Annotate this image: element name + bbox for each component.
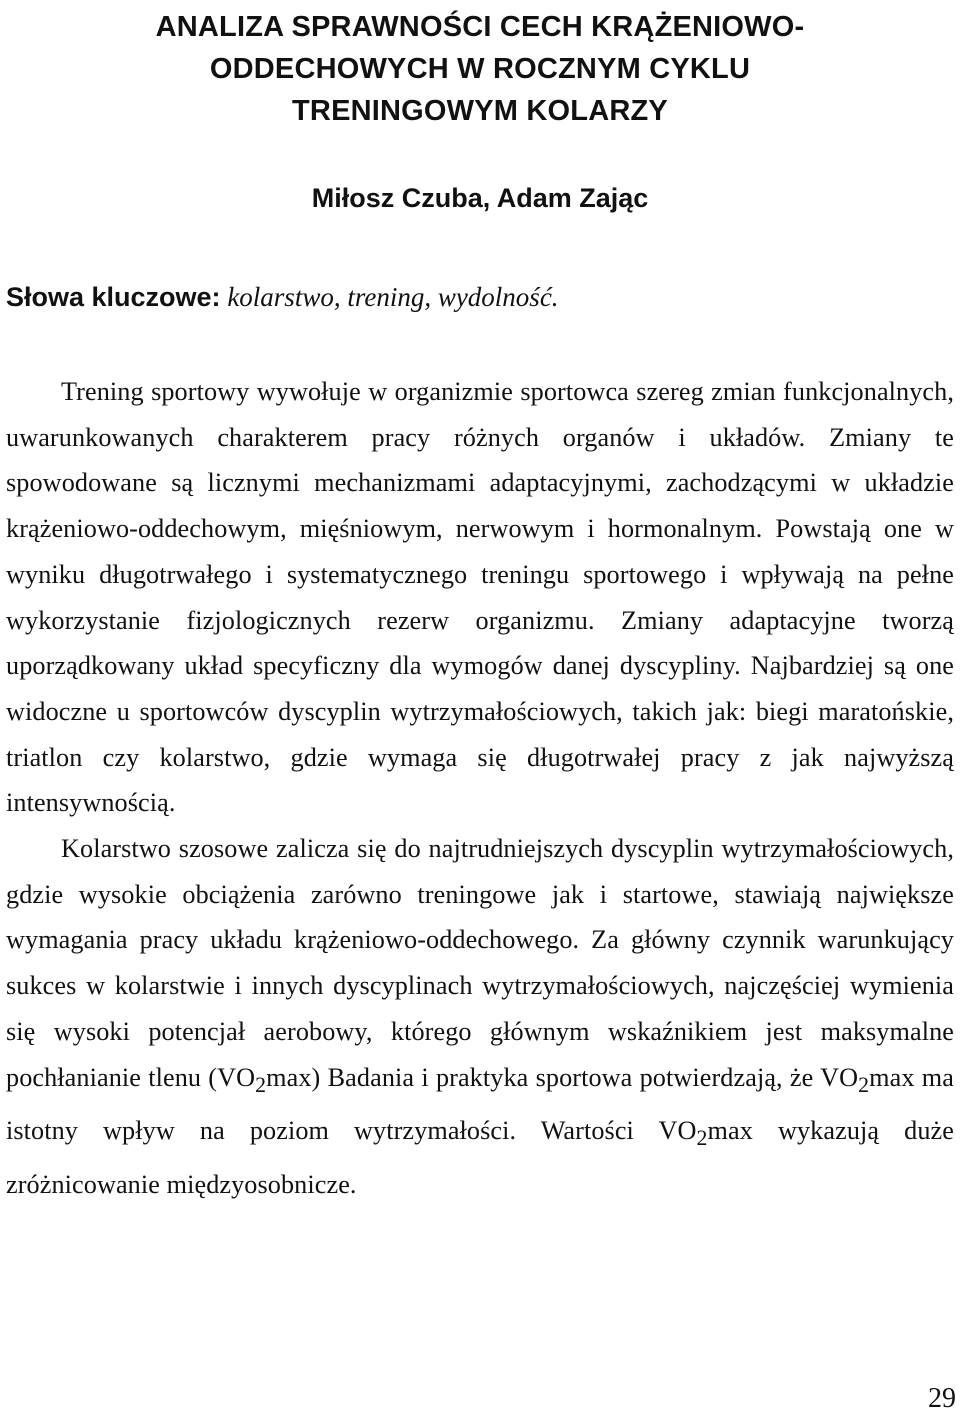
keywords: [6, 279, 954, 315]
paragraph-2-text-4: max wykazują duże zróżnicowanie międzyosobnicze.: [6, 1116, 954, 1200]
vo2-subscript-1: 2: [255, 1072, 267, 1097]
paragraph-2-text-3: max ma istotny wpływ na poziom wytrzymałości. Wartości VO: [6, 1062, 954, 1146]
document-page: [6, 0, 954, 1208]
paragraph-2-text-1: Kolarstwo szosowe zalicza się do najtrudniejszych dyscyplin wytrzymałościowych, gdzie wysokie obciążenia zarówno treningowe jak i startowe, stawiają największe wymagania pracy układu krążeniowo-oddechowego. Za główny czynnik warunkujący sukces w kolarstwie i innych dyscyplinach wytrzymałościowych, najczęściej wymienia się wysoki potencjał aerobowy, którego głównym wskaźnikiem jest maksymalne pochłanianie tlenu (VO: [6, 834, 954, 1092]
article-title: [6, 6, 954, 132]
vo2-subscript-2: 2: [858, 1072, 870, 1097]
title-line-3: TRENINGOWYM KOLARZY: [292, 95, 668, 127]
keywords-label: Słowa kluczowe:: [6, 282, 221, 312]
vo2-subscript-3: 2: [696, 1126, 708, 1151]
article-body: [6, 369, 954, 1208]
keywords-value: kolarstwo, trening, wydolność.: [227, 282, 559, 312]
paragraph-2: [6, 826, 954, 1208]
paragraph-1: Trening sportowy wywołuje w organizmie sportowca szereg zmian funkcjonalnych, uwarunkowanych charakterem pracy różnych organów i układów. Zmiany te spowodowane są licznymi mechanizmami adaptacyjnymi, zachodzącymi w układzie krążeniowo-oddechowym, mięśniowym, nerwowym i hormonalnym. Powstają one w wyniku długotrwałego i systematycznego treningu sportowego i wpływają na pełne wykorzystanie fizjologicznych rezerw organizmu. Zmiany adaptacyjne tworzą uporządkowany układ specyficzny dla wymogów danej dyscypliny. Najbardziej są one widoczne u sportowców dyscyplin wytrzymałościowych, takich jak: biegi maratońskie, triatlon czy kolarstwo, gdzie wymaga się długotrwałej pracy z jak najwyższą intensywnością.: [6, 377, 954, 818]
title-line-2: ODDECHOWYCH W ROCZNYM CYKLU: [209, 53, 751, 85]
title-line-1: ANALIZA SPRAWNOŚCI CECH KRĄŻENIOWO-: [155, 11, 805, 43]
paragraph-2-text-2: max) Badania i praktyka sportowa potwierdzają, że VO: [266, 1062, 859, 1092]
authors: Miłosz Czuba, Adam Zając: [311, 183, 649, 213]
page-number: 29: [928, 1383, 956, 1414]
